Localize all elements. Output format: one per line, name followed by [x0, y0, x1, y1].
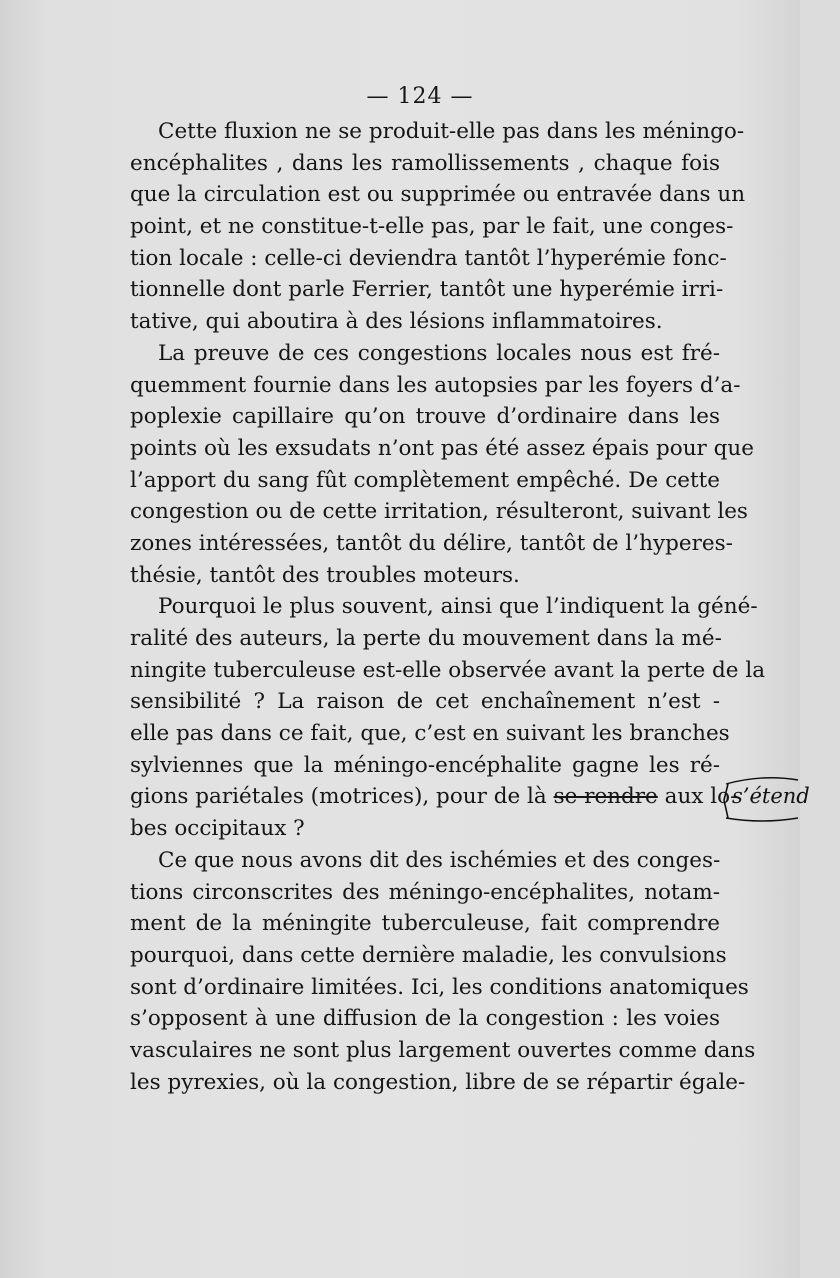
text-line: quemment fournie dans les autopsies par les foyers d’a- — [130, 372, 741, 398]
text-line: tion locale : celle-ci deviendra tantôt l’hyperémie fonc- — [130, 245, 727, 271]
text-line: s’opposent à une diffusion de la congestion : les voies — [130, 1006, 720, 1032]
text-line: point, et ne constitue-t-elle pas, par le fait, une conges- — [130, 214, 734, 240]
text-line: tions circonscrites des méningo-encéphalites, notam- — [130, 879, 720, 905]
text-line: encéphalites , dans les ramollissements , chaque fois — [130, 150, 720, 176]
text-line: l’apport du sang fût complètement empêché. De cette — [130, 467, 720, 493]
text-line: bes occipitaux ? — [130, 816, 305, 842]
text-line: zones intéressées, tantôt du délire, tantôt de l’hyperes- — [130, 530, 733, 556]
struck-through-text: se rendre — [553, 784, 658, 810]
text-line: congestion ou de cette irritation, résulteront, suivant les — [130, 499, 748, 525]
margin-note-text: s’étend — [732, 784, 810, 808]
body-text — [130, 116, 766, 1098]
text-line-with-correction — [130, 781, 738, 813]
text-line: les pyrexies, où la congestion, libre de se répartir égale- — [130, 1069, 746, 1095]
text-line: points où les exsudats n’ont pas été assez épais pour que — [130, 435, 754, 461]
page-number: — 124 — — [366, 84, 474, 109]
text-line: ment de la méningite tuberculeuse, fait comprendre — [130, 911, 720, 937]
text-line: que la circulation est ou supprimée ou entravée dans un — [130, 182, 746, 208]
text-line: thésie, tantôt des troubles moteurs. — [130, 562, 520, 588]
text-line: tionnelle dont parle Ferrier, tantôt une hyperémie irri- — [130, 277, 724, 303]
text-line: Cette fluxion ne se produit-elle pas dans les méningo- — [158, 119, 745, 144]
text-line: sensibilité ? La raison de cet enchaînement n’est - — [130, 689, 720, 715]
text-segment: aux lo- — [664, 784, 738, 810]
handwritten-margin-note — [722, 778, 810, 824]
text-line: Ce que nous avons dit des ischémies et des conges- — [158, 847, 721, 873]
text-line: tative, qui aboutira à des lésions inflammatoires. — [130, 309, 663, 335]
text-line: sont d’ordinaire limitées. Ici, les conditions anatomiques — [130, 974, 749, 1000]
text-line: La preuve de ces congestions locales nous est fré- — [158, 340, 720, 366]
text-line: Pourquoi le plus souvent, ainsi que l’indiquent la géné- — [158, 594, 758, 620]
text-segment: gions pariétales (motrices), pour de là — [130, 784, 547, 810]
text-line: ningite tuberculeuse est-elle observée avant la perte de la — [130, 657, 766, 683]
text-line: sylviennes que la méningo-encéphalite gagne les ré- — [130, 752, 720, 778]
text-line: elle pas dans ce fait, que, c’est en suivant les branches — [130, 721, 730, 747]
text-line: pourquoi, dans cette dernière maladie, les convulsions — [130, 942, 727, 968]
text-line: poplexie capillaire qu’on trouve d’ordinaire dans les — [130, 404, 720, 430]
text-line: vasculaires ne sont plus largement ouvertes comme dans — [130, 1037, 756, 1063]
text-line: ralité des auteurs, la perte du mouvement dans la mé- — [130, 626, 722, 651]
